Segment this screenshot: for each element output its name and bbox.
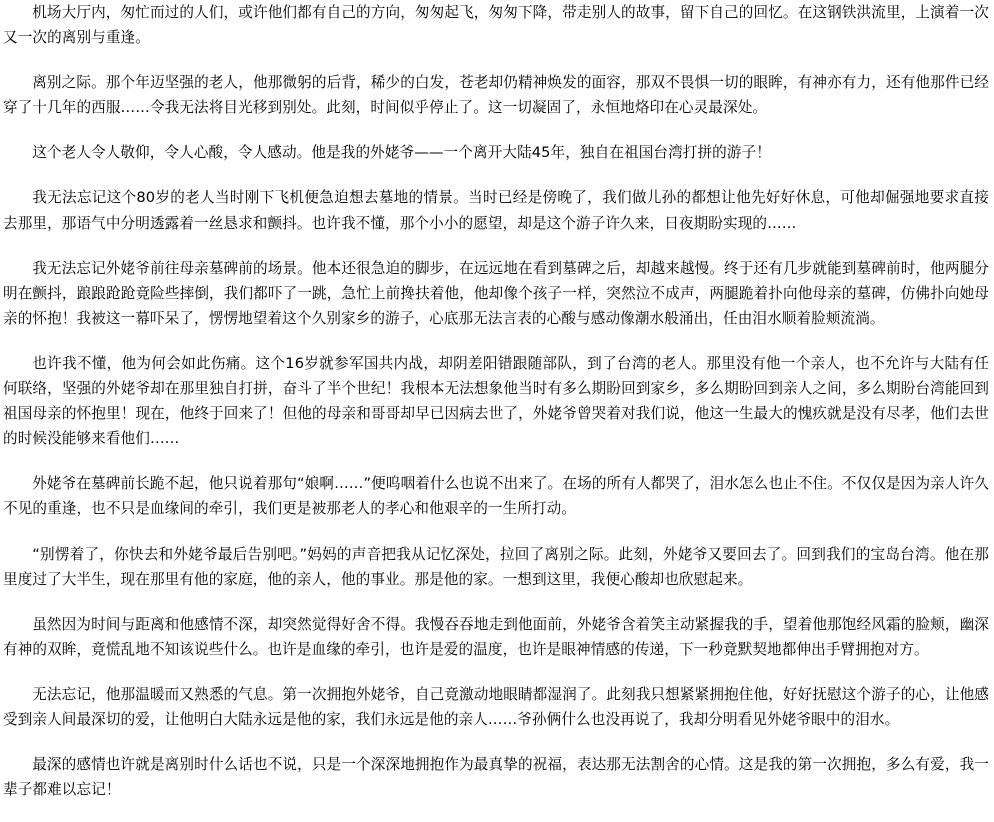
paragraph-7: 外姥爷在墓碑前长跪不起，他只说着那句“娘啊……”便呜咽着什么也说不出来了。在场的所有人都哭了，泪水怎么也止不住。不仅仅是因为亲人许久不见的重逢，也不只是血缘间的牵引，我们更是被那老人的孝心和他艰辛的一生所打动。 [3,475,989,518]
paragraph-9: 虽然因为时间与距离和他感情不深，却突然觉得好舍不得。我慢吞吞地走到他面前，外姥爷含着笑主动紧握我的手，望着他那饱经风霜的脸颊，幽深有神的双眸，竟慌乱地不知该说些什么。也许是血缘的牵引，也许是爱的温度，也许是眼神情感的传递，下一秒竟默契地都伸出手臂拥抱对方。 [3,615,989,658]
paragraph-3: 这个老人令人敬仰，令人心酸，令人感动。他是我的外姥爷——一个离开大陆45年，独自在祖国台湾打拼的游子！ [32,144,771,162]
paragraph-2: 离别之际。那个年迈坚强的老人，他那微躬的后背，稀少的白发，苍老却仍精神焕发的面容，那双不畏惧一切的眼眸，有神亦有力，还有他那件已经穿了十几年的西服……令我无法将目光移到别处。此刻，时间似乎停止了。这一切凝固了，永恒地烙印在心灵最深处。 [3,74,989,117]
article-body [3,0,989,822]
paragraph-8: “别愣着了，你快去和外姥爷最后告别吧。”妈妈的声音把我从记忆深处，拉回了离别之际。此刻，外姥爷又要回去了。回到我们的宝岛台湾。他在那里度过了大半生，现在那里有他的家庭，他的亲人，他的事业。那是他的家。一想到这里，我便心酸却也欣慰起来。 [3,545,989,588]
paragraph-10: 无法忘记，他那温暖而又熟悉的气息。第一次拥抱外姥爷，自己竟激动地眼睛都湿润了。此刻我只想紧紧拥抱住他，好好抚慰这个游子的心，让他感受到亲人间最深切的爱，让他明白大陆永远是他的家，我们永远是他的亲人……爷孙俩什么也没再说了，我却分明看见外姥爷眼中的泪水。 [3,685,989,728]
paragraph-5: 我无法忘记外姥爷前往母亲墓碑前的场景。他本还很急迫的脚步，在远远地在看到墓碑之后，却越来越慢。终于还有几步就能到墓碑前时，他两腿分明在颤抖，踉踉跄跄竟险些摔倒，我们都吓了一跳，急忙上前搀扶着他，他却像个孩子一样，突然泣不成声，两腿跪着扑向他母亲的墓碑，仿佛扑向她母亲的怀抱！我被这一幕吓呆了，愣愣地望着这个久别家乡的游子，心底那无法言表的心酸与感动像潮水般涌出，任由泪水顺着脸颊流淌。 [3,259,989,327]
paragraph-11: 最深的感情也许就是离别时什么话也不说，只是一个深深地拥抱作为最真挚的祝福，表达那无法割舍的心情。这是我的第一次拥抱，多么有爱，我一辈子都难以忘记！ [3,756,989,799]
paragraph-1: 机场大厅内，匆忙而过的人们，或许他们都有自己的方向，匆匆起飞，匆匆下降，带走别人的故事，留下自己的回忆。在这钢铁洪流里，上演着一次又一次的离别与重逢。 [3,4,989,47]
paragraph-4: 我无法忘记这个80岁的老人当时刚下飞机便急迫想去墓地的情景。当时已经是傍晚了，我们做儿孙的都想让他先好好休息，可他却倔强地要求直接去那里，那语气中分明透露着一丝恳求和颤抖。也许我不懂，那个小小的愿望，却是这个游子许久来，日夜期盼实现的…… [3,189,989,232]
paragraph-6: 也许我不懂，他为何会如此伤痛。这个16岁就参军国共内战，却阴差阳错跟随部队，到了台湾的老人。那里没有他一个亲人，也不允许与大陆有任何联络，坚强的外姥爷却在那里独自打拼，奋斗了半个世纪！我根本无法想象他当时有多么期盼回到家乡，多么期盼回到亲人之间，多么期盼台湾能回到祖国母亲的怀抱里！现在，他终于回来了！但他的母亲和哥哥却早已因病去世了，外姥爷曾哭着对我们说，他这一生最大的愧疚就是没有尽孝，他们去世的时候没能够来看他们…… [3,354,989,448]
